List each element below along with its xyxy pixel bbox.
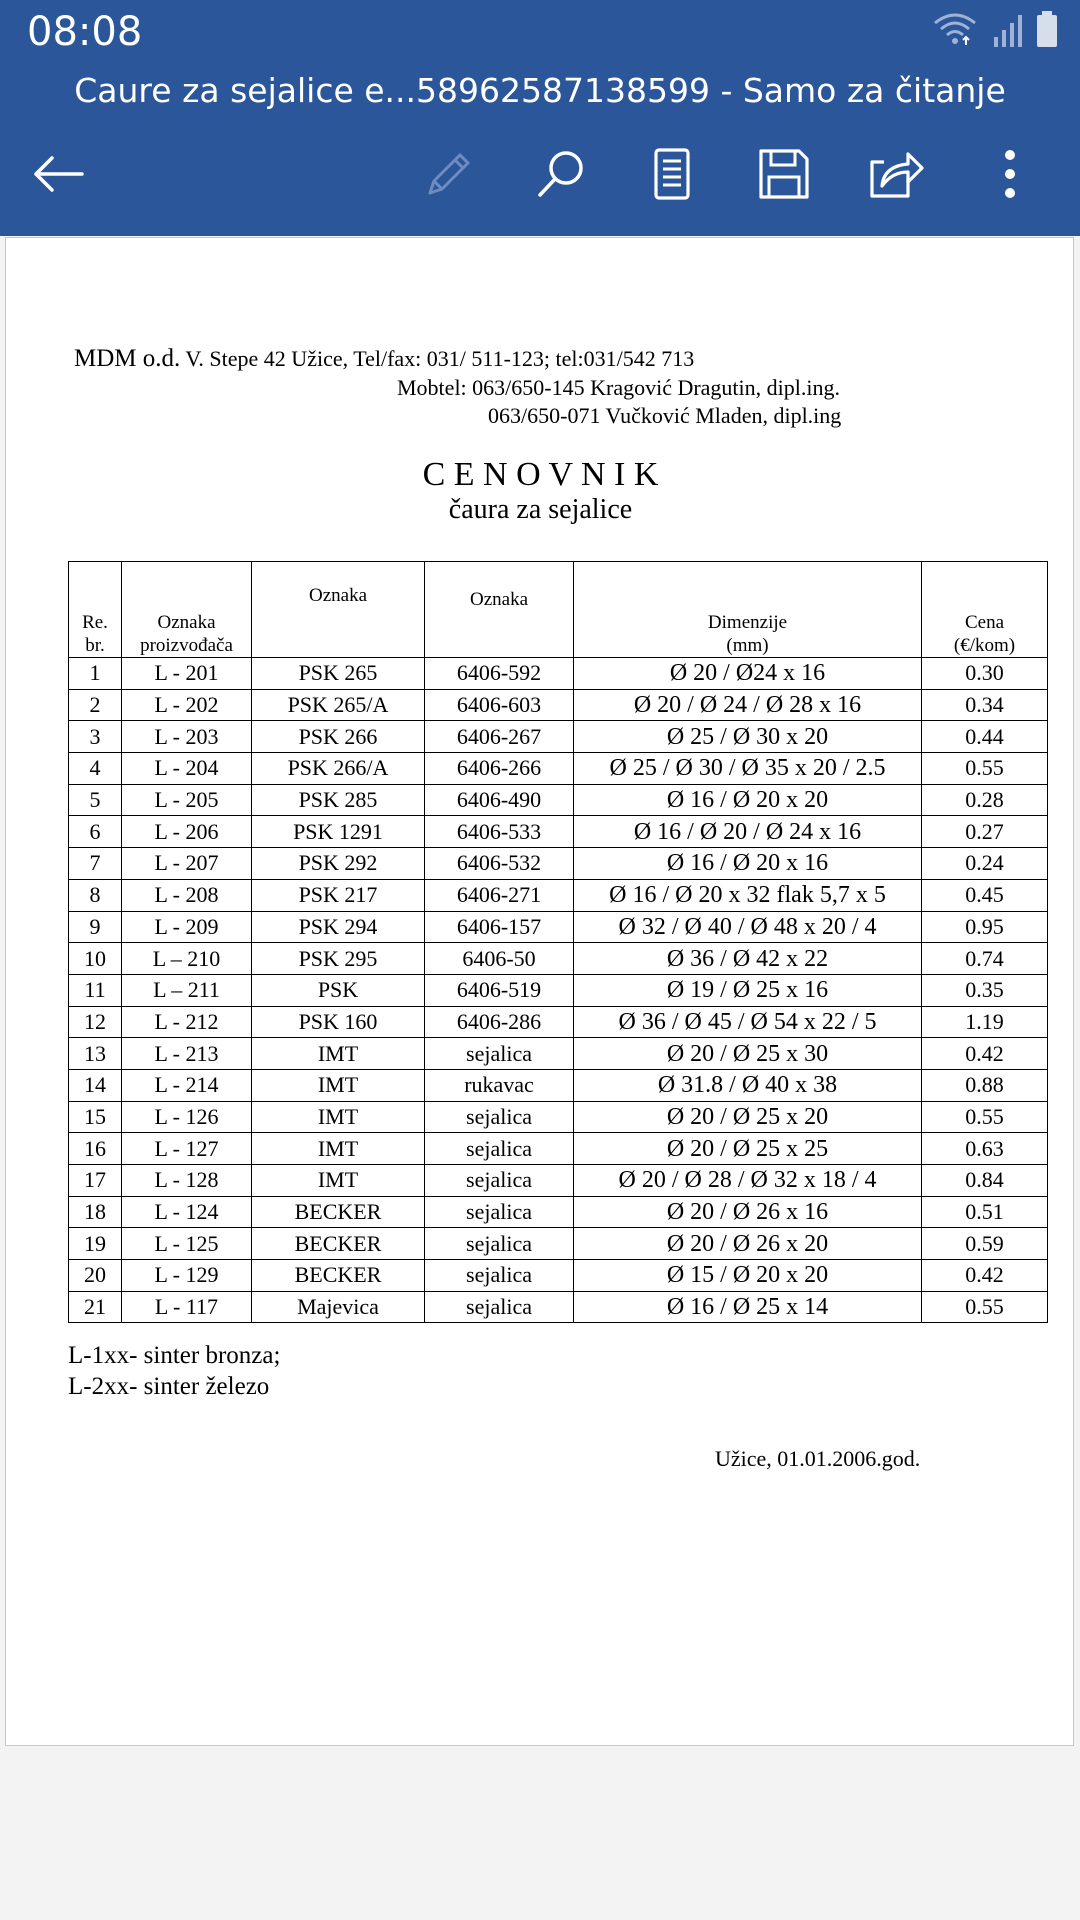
header-manufacturer-code: Oznaka proizvođača [122, 562, 252, 658]
cell-dimensions: Ø 20 / Ø 25 x 20 [574, 1101, 922, 1133]
table-row [69, 943, 1048, 975]
cell-code-2: 6406-603 [425, 689, 574, 721]
cell-code: PSK 295 [252, 943, 425, 975]
cell-price: 0.34 [922, 689, 1048, 721]
cell-manufacturer-code: L - 127 [122, 1133, 252, 1165]
cell-dimensions: Ø 16 / Ø 25 x 14 [574, 1291, 922, 1323]
table-row [69, 1196, 1048, 1228]
cell-code: PSK [252, 974, 425, 1006]
cell-row-number: 3 [69, 721, 122, 753]
more-options-icon [1003, 149, 1017, 204]
document-date: Užice, 01.01.2006.god. [715, 1446, 921, 1471]
header-code-2: Oznaka [425, 562, 574, 658]
cell-dimensions: Ø 20 / Ø 26 x 20 [574, 1228, 922, 1260]
cell-manufacturer-code: L - 203 [122, 721, 252, 753]
cell-row-number: 10 [69, 943, 122, 975]
cell-code: Majevica [252, 1291, 425, 1323]
cell-dimensions: Ø 20 / Ø 28 / Ø 32 x 18 / 4 [574, 1165, 922, 1197]
cell-code: IMT [252, 1038, 425, 1070]
cell-price: 0.42 [922, 1038, 1048, 1070]
cell-price: 0.84 [922, 1165, 1048, 1197]
mobtel-line-2: 063/650-071 Vučković Mladen, dipl.ing [488, 403, 842, 428]
cell-manufacturer-code: L – 210 [122, 943, 252, 975]
cell-code-2: sejalica [425, 1260, 574, 1292]
cell-code: IMT [252, 1101, 425, 1133]
cell-row-number: 1 [69, 658, 122, 690]
cell-dimensions: Ø 16 / Ø 20 / Ø 24 x 16 [574, 816, 922, 848]
table-row [69, 1133, 1048, 1165]
signal-icon [992, 13, 1022, 52]
table-row [69, 974, 1048, 1006]
cell-manufacturer-code: L - 125 [122, 1228, 252, 1260]
status-time: 08:08 [27, 9, 143, 55]
table-row [69, 1038, 1048, 1070]
cell-code-2: rukavac [425, 1069, 574, 1101]
note-bronze: L-1xx- sinter bronza; [68, 1342, 281, 1369]
cell-price: 0.42 [922, 1260, 1048, 1292]
cell-dimensions: Ø 20 / Ø 26 x 16 [574, 1196, 922, 1228]
cell-manufacturer-code: L – 211 [122, 974, 252, 1006]
table-row [69, 1069, 1048, 1101]
cell-row-number: 12 [69, 1006, 122, 1038]
cell-code: IMT [252, 1069, 425, 1101]
cell-manufacturer-code: L - 209 [122, 911, 252, 943]
edit-button[interactable] [413, 140, 485, 212]
cell-dimensions: Ø 25 / Ø 30 x 20 [574, 721, 922, 753]
cell-row-number: 21 [69, 1291, 122, 1323]
cell-code-2: 6406-50 [425, 943, 574, 975]
cell-dimensions: Ø 15 / Ø 20 x 20 [574, 1260, 922, 1292]
battery-icon [1036, 11, 1058, 52]
cell-dimensions: Ø 20 / Ø 25 x 30 [574, 1038, 922, 1070]
cell-manufacturer-code: L - 214 [122, 1069, 252, 1101]
share-button[interactable] [860, 140, 932, 212]
table-row [69, 689, 1048, 721]
cell-code: IMT [252, 1165, 425, 1197]
cell-price: 0.88 [922, 1069, 1048, 1101]
reading-view-icon [652, 147, 692, 206]
search-button[interactable] [525, 140, 597, 212]
table-row [69, 848, 1048, 880]
cell-row-number: 7 [69, 848, 122, 880]
cell-row-number: 4 [69, 753, 122, 785]
cell-manufacturer-code: L - 128 [122, 1165, 252, 1197]
cell-row-number: 14 [69, 1069, 122, 1101]
cell-price: 0.30 [922, 658, 1048, 690]
more-options-button[interactable] [974, 140, 1046, 212]
cell-code-2: 6406-286 [425, 1006, 574, 1038]
header-code: Oznaka [252, 562, 425, 658]
cell-code: BECKER [252, 1260, 425, 1292]
cell-price: 0.28 [922, 784, 1048, 816]
cell-code-2: 6406-532 [425, 848, 574, 880]
note-iron: L-2xx- sinter železo [68, 1373, 270, 1400]
table-row [69, 721, 1048, 753]
cell-dimensions: Ø 36 / Ø 45 / Ø 54 x 22 / 5 [574, 1006, 922, 1038]
table-row [69, 816, 1048, 848]
cell-row-number: 16 [69, 1133, 122, 1165]
status-icons [932, 12, 1058, 52]
cell-code-2: sejalica [425, 1038, 574, 1070]
cell-manufacturer-code: L - 212 [122, 1006, 252, 1038]
cell-code-2: sejalica [425, 1101, 574, 1133]
cell-row-number: 15 [69, 1101, 122, 1133]
cell-price: 0.55 [922, 1291, 1048, 1323]
cell-manufacturer-code: L - 213 [122, 1038, 252, 1070]
cell-dimensions: Ø 20 / Ø24 x 16 [574, 658, 922, 690]
cell-price: 1.19 [922, 1006, 1048, 1038]
back-arrow-icon [30, 154, 86, 199]
back-button[interactable] [22, 140, 94, 212]
wifi-icon [932, 11, 978, 52]
cell-code: PSK 160 [252, 1006, 425, 1038]
cell-code-2: 6406-533 [425, 816, 574, 848]
cell-code-2: 6406-266 [425, 753, 574, 785]
cell-dimensions: Ø 19 / Ø 25 x 16 [574, 974, 922, 1006]
cell-price: 0.63 [922, 1133, 1048, 1165]
cell-manufacturer-code: L - 201 [122, 658, 252, 690]
cell-row-number: 13 [69, 1038, 122, 1070]
cell-price: 0.35 [922, 974, 1048, 1006]
table-row [69, 784, 1048, 816]
cell-row-number: 11 [69, 974, 122, 1006]
cell-dimensions: Ø 16 / Ø 20 x 32 flak 5,7 x 5 [574, 879, 922, 911]
cell-code: BECKER [252, 1228, 425, 1260]
cell-code-2: sejalica [425, 1165, 574, 1197]
cell-code-2: sejalica [425, 1133, 574, 1165]
cell-code-2: 6406-592 [425, 658, 574, 690]
cell-code-2: 6406-157 [425, 911, 574, 943]
cell-manufacturer-code: L - 207 [122, 848, 252, 880]
cell-manufacturer-code: L - 205 [122, 784, 252, 816]
cell-price: 0.44 [922, 721, 1048, 753]
cell-row-number: 17 [69, 1165, 122, 1197]
cell-dimensions: Ø 20 / Ø 24 / Ø 28 x 16 [574, 689, 922, 721]
cell-code-2: 6406-490 [425, 784, 574, 816]
cell-code: PSK 266 [252, 721, 425, 753]
table-row [69, 1260, 1048, 1292]
header-price: Cena (€/kom) [922, 562, 1048, 658]
table-row [69, 1101, 1048, 1133]
edit-pencil-icon [422, 147, 476, 206]
document-title: Caure za sejalice e...58962587138599 - Samo za čitanje [74, 71, 1006, 110]
cell-code: PSK 265 [252, 658, 425, 690]
cell-row-number: 18 [69, 1196, 122, 1228]
cell-manufacturer-code: L - 204 [122, 753, 252, 785]
cell-manufacturer-code: L - 206 [122, 816, 252, 848]
table-row [69, 1291, 1048, 1323]
cell-row-number: 20 [69, 1260, 122, 1292]
cell-code: BECKER [252, 1196, 425, 1228]
save-icon [757, 147, 811, 206]
cell-dimensions: Ø 16 / Ø 20 x 16 [574, 848, 922, 880]
cell-manufacturer-code: L - 202 [122, 689, 252, 721]
cell-price: 0.24 [922, 848, 1048, 880]
save-button[interactable] [748, 140, 820, 212]
cell-row-number: 6 [69, 816, 122, 848]
cell-row-number: 19 [69, 1228, 122, 1260]
cell-code: IMT [252, 1133, 425, 1165]
cell-price: 0.59 [922, 1228, 1048, 1260]
app-bar [0, 0, 1080, 236]
company-name: MDM o.d. [74, 345, 181, 372]
header-dimensions: Dimenzije (mm) [574, 562, 922, 658]
share-icon [868, 148, 924, 205]
cell-dimensions: Ø 20 / Ø 25 x 25 [574, 1133, 922, 1165]
cell-code: PSK 1291 [252, 816, 425, 848]
cell-code-2: sejalica [425, 1228, 574, 1260]
cell-dimensions: Ø 16 / Ø 20 x 20 [574, 784, 922, 816]
document-page [5, 237, 1074, 1746]
table-row [69, 1006, 1048, 1038]
cell-dimensions: Ø 31.8 / Ø 40 x 38 [574, 1069, 922, 1101]
cell-code-2: 6406-519 [425, 974, 574, 1006]
cell-manufacturer-code: L - 124 [122, 1196, 252, 1228]
cell-code: PSK 266/A [252, 753, 425, 785]
price-list-title: C E N O V N I K [422, 456, 659, 493]
cell-code: PSK 217 [252, 879, 425, 911]
cell-price: 0.27 [922, 816, 1048, 848]
company-line [74, 345, 694, 373]
cell-row-number: 2 [69, 689, 122, 721]
cell-dimensions: Ø 25 / Ø 30 / Ø 35 x 20 / 2.5 [574, 753, 922, 785]
table-header-row [69, 562, 1048, 658]
table-row [69, 911, 1048, 943]
cell-code-2: sejalica [425, 1196, 574, 1228]
cell-manufacturer-code: L - 117 [122, 1291, 252, 1323]
cell-price: 0.55 [922, 1101, 1048, 1133]
cell-dimensions: Ø 36 / Ø 42 x 22 [574, 943, 922, 975]
company-address: V. Stepe 42 Užice, Tel/fax: 031/ 511-123; tel:031/542 713 [185, 346, 695, 371]
cell-row-number: 8 [69, 879, 122, 911]
cell-code: PSK 294 [252, 911, 425, 943]
table-row [69, 753, 1048, 785]
search-icon [534, 147, 588, 206]
cell-row-number: 9 [69, 911, 122, 943]
cell-price: 0.95 [922, 911, 1048, 943]
cell-code-2: sejalica [425, 1291, 574, 1323]
cell-manufacturer-code: L - 208 [122, 879, 252, 911]
cell-price: 0.45 [922, 879, 1048, 911]
cell-manufacturer-code: L - 129 [122, 1260, 252, 1292]
cell-code-2: 6406-271 [425, 879, 574, 911]
cell-code-2: 6406-267 [425, 721, 574, 753]
table-row [69, 1228, 1048, 1260]
cell-manufacturer-code: L - 126 [122, 1101, 252, 1133]
price-table [68, 561, 1048, 1323]
cell-price: 0.55 [922, 753, 1048, 785]
cell-price: 0.51 [922, 1196, 1048, 1228]
table-row [69, 1165, 1048, 1197]
cell-price: 0.74 [922, 943, 1048, 975]
table-row [69, 879, 1048, 911]
reading-view-button[interactable] [636, 140, 708, 212]
header-row-number: Re. br. [69, 562, 122, 658]
table-row [69, 658, 1048, 690]
cell-row-number: 5 [69, 784, 122, 816]
price-list-subtitle: čaura za sejalice [448, 494, 633, 525]
cell-code: PSK 265/A [252, 689, 425, 721]
cell-dimensions: Ø 32 / Ø 40 / Ø 48 x 20 / 4 [574, 911, 922, 943]
cell-code: PSK 285 [252, 784, 425, 816]
cell-code: PSK 292 [252, 848, 425, 880]
mobtel-line-1: Mobtel: 063/650-145 Kragović Dragutin, dipl.ing. [397, 375, 840, 400]
table-body [69, 658, 1048, 1323]
